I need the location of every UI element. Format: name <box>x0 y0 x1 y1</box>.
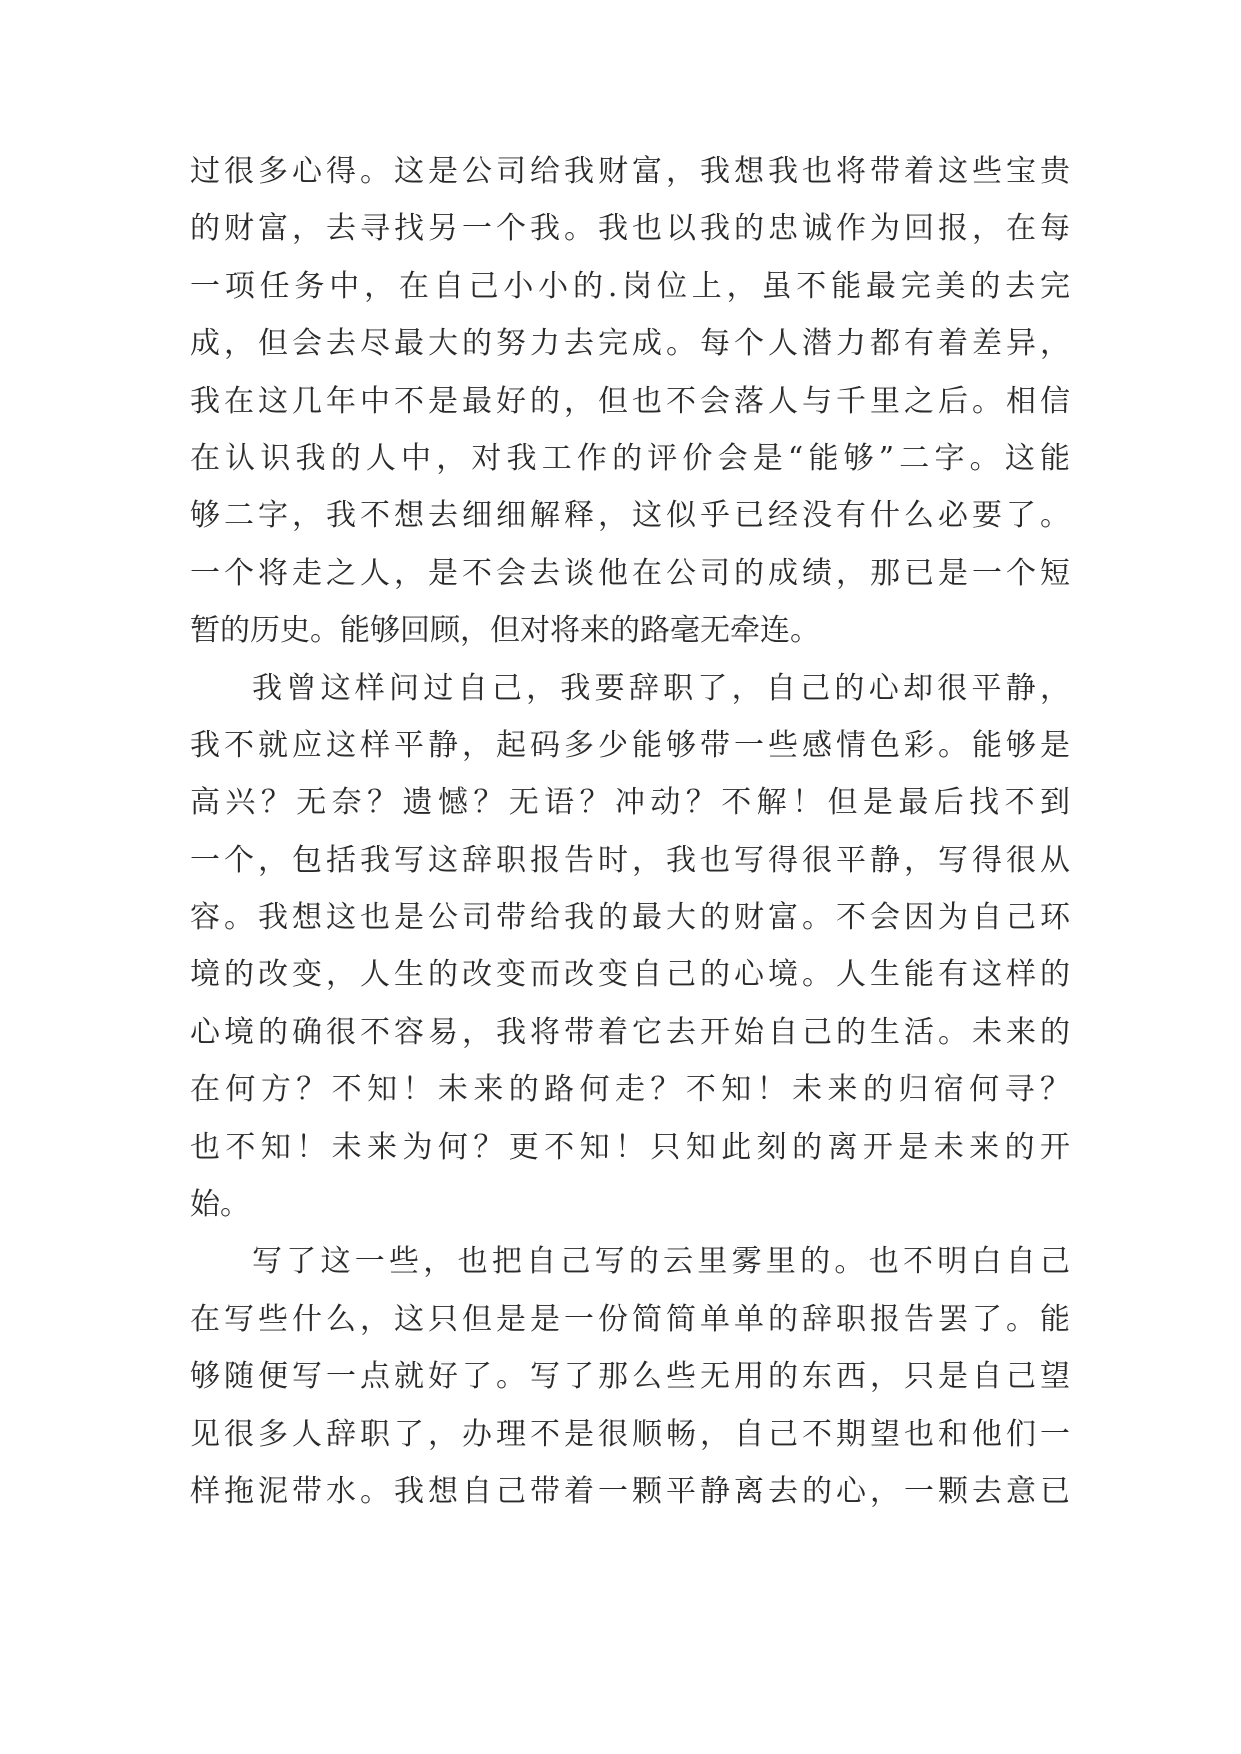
text-line: 够随便写一点就好了。写了那么些无用的东西，只是自己望 <box>190 1359 1070 1395</box>
text-line: 一个将走之人，是不会去谈他在公司的成绩，那已是一个短 <box>190 555 1070 591</box>
text-line: 在认识我的人中，对我工作的评价会是“能够”二字。这能 <box>190 440 1070 476</box>
paragraph-start-line: 我曾这样问过自己，我要辞职了，自己的心却很平静， <box>252 670 1070 706</box>
text-line: 在写些什么，这只但是是一份简简单单的辞职报告罢了。能 <box>190 1301 1070 1337</box>
text-line: 够二字，我不想去细细解释，这似乎已经没有什么必要了。 <box>190 498 1070 534</box>
body-text <box>190 143 1070 1520</box>
text-line: 我在这几年中不是最好的，但也不会落人与千里之后。相信 <box>190 383 1070 419</box>
text-line: 暂的历史。能够回顾，但对将来的路毫无牵连。 <box>190 613 820 649</box>
text-line: 始。 <box>190 1187 250 1223</box>
text-line: 样拖泥带水。我想自己带着一颗平静离去的心，一颗去意已 <box>190 1473 1070 1509</box>
text-line: 也不知！未来为何？更不知！只知此刻的离开是未来的开 <box>190 1129 1070 1165</box>
text-line: 高兴？无奈？遗憾？无语？冲动？不解！但是最后找不到 <box>190 785 1070 821</box>
text-line: 见很多人辞职了，办理不是很顺畅，自己不期望也和他们一 <box>190 1416 1070 1452</box>
paragraph-start-line: 写了这一些，也把自己写的云里雾里的。也不明白自己 <box>252 1244 1070 1280</box>
text-line: 容。我想这也是公司带给我的最大的财富。不会因为自己环 <box>190 900 1070 936</box>
text-line: 心境的确很不容易，我将带着它去开始自己的生活。未来的 <box>190 1014 1070 1050</box>
text-line: 境的改变，人生的改变而改变自己的心境。人生能有这样的 <box>190 957 1070 993</box>
text-line: 我不就应这样平静，起码多少能够带一些感情色彩。能够是 <box>190 727 1070 763</box>
text-line: 在何方？不知！未来的路何走？不知！未来的归宿何寻？ <box>190 1072 1070 1108</box>
text-line: 过很多心得。这是公司给我财富，我想我也将带着这些宝贵 <box>190 154 1070 189</box>
text-line: 一项任务中，在自己小小的.岗位上，虽不能最完美的去完 <box>190 268 1070 304</box>
text-line: 的财富，去寻找另一个我。我也以我的忠诚作为回报，在每 <box>190 211 1070 247</box>
text-line: 成，但会去尽最大的努力去完成。每个人潜力都有着差异， <box>190 326 1070 362</box>
text-line: 一个，包括我写这辞职报告时，我也写得很平静，写得很从 <box>190 842 1070 878</box>
